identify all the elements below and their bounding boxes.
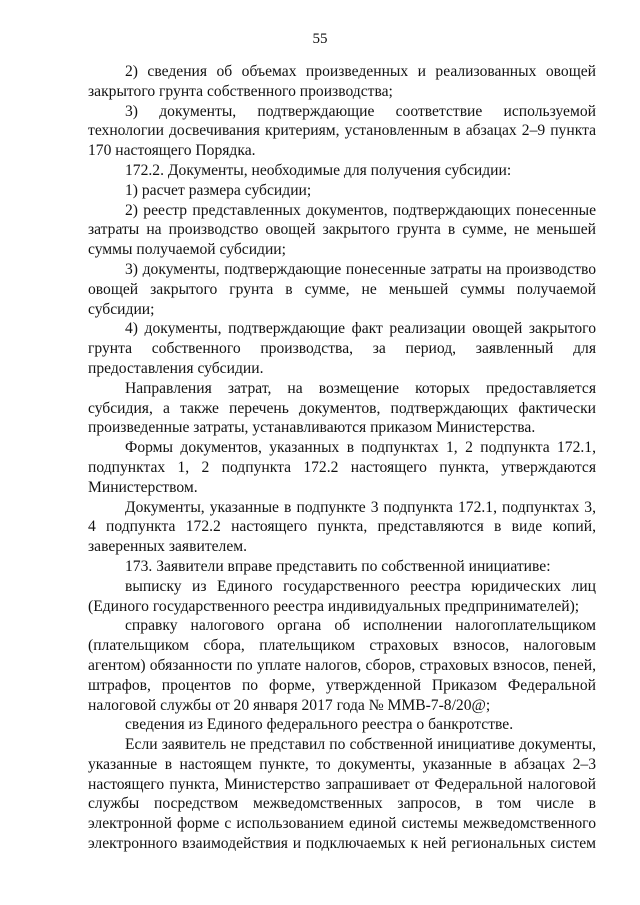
paragraph-bankruptcy-registry: сведения из Единого федерального реестра о банкротстве. (125, 716, 514, 734)
paragraph-cost-directions: Направления затрат, на возмещение которых предоставляется субсидия, а также перечень документов, подтверждающих фактически произведенные затраты, устанавливаются приказом Министерства. (88, 379, 596, 437)
paragraph-172-2-item-2: 2) реестр представленных документов, подтверждающих понесенные затраты на производство овощей закрытого грунта в сумме, не меньшей суммы получаемой субсидии; (88, 201, 596, 259)
paragraph-document-forms: Формы документов, указанных в подпунктах 1, 2 подпункта 172.1, подпунктах 1, 2 подпункта 172.2 настоящего пункта, утверждаются Министерством. (88, 439, 596, 496)
paragraph-172-2-item-1: 1) расчет размера субсидии; (125, 181, 312, 199)
paragraph-173-heading: 173. Заявители вправе представить по собственной инициативе: (125, 557, 551, 575)
paragraph-document-copies: Документы, указанные в подпункте 3 подпункта 172.1, подпунктах 3, 4 подпункта 172.2 настоящего пункта, представляются в виде копий, заверенных заявителем. (88, 498, 596, 556)
paragraph-interagency-request: Если заявитель не представил по собственной инициативе документы, указанные в настоящем пункте, то документы, указанные в абзацах 2–3 настоящего пункта, Министерство запрашивает от Федеральной налоговой службы посредством межведомственных запросов, в том числе в электронной форме с использованием единой системы межведомственного электронного взаимодействия и подключаемых к ней региональных систем (88, 736, 596, 853)
page-number: 55 (312, 31, 328, 47)
paragraph-172-2-heading: 172.2. Документы, необходимые для получения субсидии: (125, 161, 512, 179)
paragraph-registry-extract: выписку из Единого государственного реестра юридических лиц (Единого государственного реестра индивидуальных предпринимателей); (88, 577, 596, 615)
paragraph-tax-certificate: справку налогового органа об исполнении налогоплательщиком (плательщиком сбора, плательщиком страховых взносов, налоговым агентом) обязанности по уплате налогов, сборов, страховых взносов, пеней, штрафов, процентов по форме, утвержденной Приказом Федеральной налоговой службы от 20 января 2017 года № ММВ-7-8/20@; (88, 617, 596, 714)
paragraph-item-3-lighting-technology: 3) документы, подтверждающие соответствие используемой технологии досвечивания критериям, установленным в абзацах 2–9 пункта 170 настоящего Порядка. (88, 102, 596, 160)
paragraph-item-2-production-info: 2) сведения об объемах произведенных и реализованных овощей закрытого грунта собственного производства; (88, 63, 596, 100)
paragraph-172-2-item-4: 4) документы, подтверждающие факт реализации овощей закрытого грунта собственного производства, за период, заявленный для предоставления субсидии. (88, 320, 596, 377)
paragraph-172-2-item-3: 3) документы, подтверждающие понесенные затраты на производство овощей закрытого грунта в сумме, не меньшей суммы получаемой субсидии; (88, 260, 596, 318)
document-body (88, 62, 596, 854)
